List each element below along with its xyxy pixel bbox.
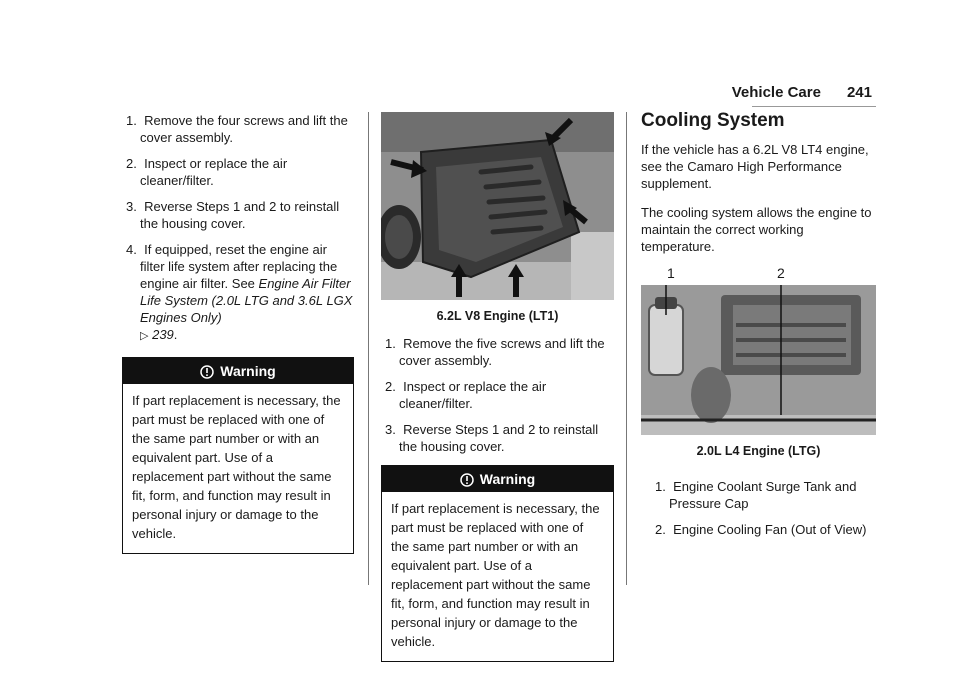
- item-text: Engine Coolant Surge Tank and Pressure Cap: [669, 479, 857, 511]
- list-item: 1. Engine Coolant Surge Tank and Pressure Cap: [655, 479, 857, 511]
- section-title: Vehicle Care: [731, 84, 821, 101]
- running-header: [732, 84, 872, 101]
- step-text: Reverse Steps 1 and 2 to reinstall the housing cover.: [140, 199, 340, 231]
- column-left: [122, 112, 354, 554]
- warning-icon: [200, 365, 214, 379]
- warning-box: [381, 465, 614, 662]
- step-text: Remove the five screws and lift the cover assembly.: [399, 336, 605, 368]
- paragraph: The cooling system allows the engine to maintain the correct working temperature.: [641, 205, 872, 254]
- engine-ltg-figure: [641, 265, 876, 437]
- list-item: 1. Remove the five screws and lift the cover assembly.: [385, 336, 605, 368]
- step-text: Inspect or replace the air cleaner/filter.: [140, 156, 288, 188]
- warning-title: Warning: [479, 471, 536, 487]
- list-item: 2. Inspect or replace the air cleaner/filter.: [126, 156, 288, 188]
- item-text: Engine Cooling Fan (Out of View): [673, 522, 867, 537]
- column-divider: [368, 112, 369, 585]
- figure-caption: 6.2L V8 Engine (LT1): [436, 309, 559, 323]
- column-divider: [626, 112, 627, 585]
- warning-header: [123, 358, 353, 384]
- cross-reference-page[interactable]: 239: [152, 327, 174, 342]
- legend-list: [641, 478, 876, 538]
- list-item: 2. Engine Cooling Fan (Out of View): [655, 522, 867, 537]
- steps-list: [122, 112, 354, 345]
- page-ref-arrow-icon: ▷: [140, 330, 149, 342]
- list-item: 2. Inspect or replace the air cleaner/filter.: [385, 379, 547, 411]
- figure-caption: 2.0L L4 Engine (LTG): [696, 444, 821, 458]
- warning-text: If part replacement is necessary, the part must be replaced with one of the same part number or with an equivalent part. Use of a replacement part without the same fit, form, and function may result in personal injury or damage to the vehicle.: [391, 501, 600, 649]
- warning-title: Warning: [220, 363, 276, 379]
- section-heading: Cooling System: [641, 110, 785, 131]
- list-item: 4. If equipped, reset the engine air filter life system after replacing the engine air filter. See Engine Air Filter Life System (2.0L LTG and 3.6L LGX Engines Only) ▷ 239.: [126, 242, 353, 342]
- page-number: 241: [846, 84, 872, 101]
- warning-header: [382, 466, 613, 492]
- step-text: Inspect or replace the air cleaner/filter.: [399, 379, 547, 411]
- list-item: 3. Reverse Steps 1 and 2 to reinstall the housing cover.: [126, 199, 340, 231]
- column-middle: [381, 112, 614, 662]
- callout-number: 2: [777, 265, 785, 281]
- engine-ltg-photo: [641, 285, 876, 435]
- paragraph: If the vehicle has a 6.2L V8 LT4 engine, see the Camaro High Performance supplement.: [641, 142, 869, 191]
- warning-text: If part replacement is necessary, the part must be replaced with one of the same part number or with an equivalent part. Use of a replacement part without the same fit, form, and function may result in personal injury or damage to the vehicle.: [132, 393, 341, 541]
- engine-lt1-photo: [381, 112, 614, 300]
- cross-reference-link[interactable]: Engine Air Filter Life System (2.0L LTG and 3.6L LGX Engines Only): [140, 276, 353, 325]
- header-rule: [752, 106, 876, 107]
- warning-icon: [460, 473, 474, 487]
- list-item: 1. Remove the four screws and lift the cover assembly.: [126, 113, 348, 145]
- step-text: Remove the four screws and lift the cover assembly.: [140, 113, 348, 145]
- list-item: 3. Reverse Steps 1 and 2 to reinstall the housing cover.: [385, 422, 599, 454]
- step-text: Reverse Steps 1 and 2 to reinstall the housing cover.: [399, 422, 599, 454]
- column-right: [641, 112, 876, 547]
- steps-list: [381, 335, 614, 455]
- step-text: If equipped, reset the engine air filter life system after replacing the engine air filter. See: [140, 242, 338, 291]
- warning-box: [122, 357, 354, 554]
- callout-number: 1: [667, 265, 675, 281]
